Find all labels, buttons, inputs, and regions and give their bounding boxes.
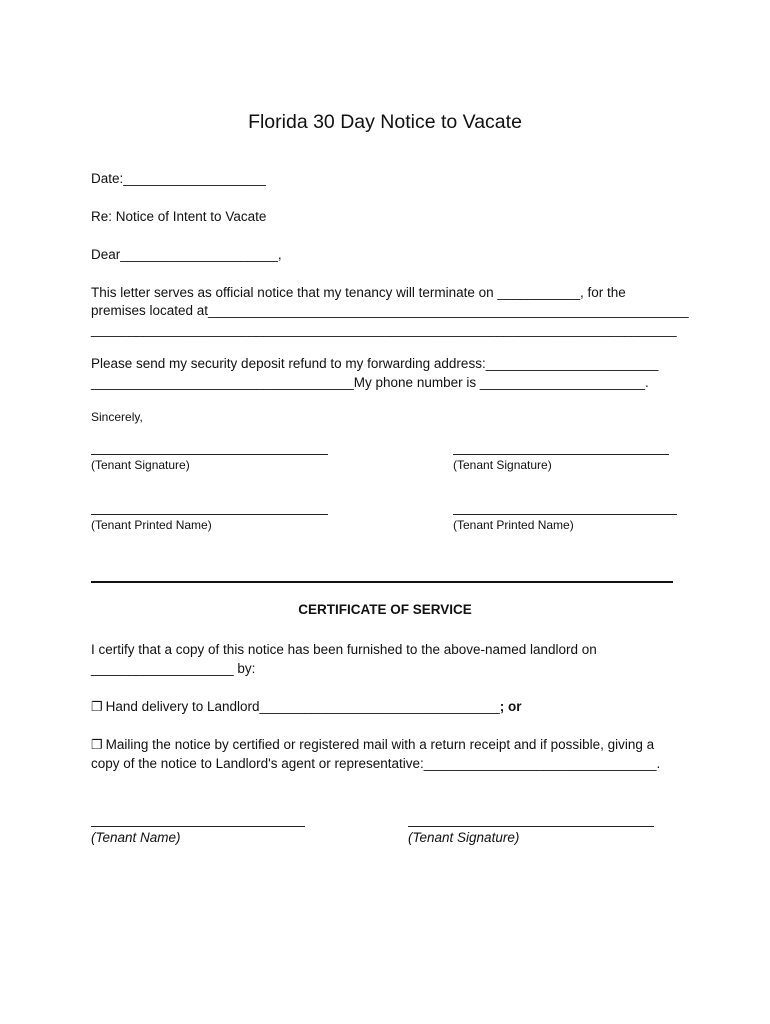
certify-line-2: ___________________ by: [91, 661, 256, 676]
mailing-text-line-1: Mailing the notice by certified or registered mail with a return receipt and if possible, giving a [105, 737, 655, 752]
notice-paragraph-line-1: This letter serves as official notice that my tenancy will terminate on ___________, for the [91, 285, 626, 300]
closing-text: Sincerely, [91, 410, 143, 424]
hand-delivery-text: Hand delivery to Landlord________________________________ [105, 699, 500, 714]
tenant-signature-line-left [91, 454, 328, 455]
notice-paragraph-line-2: premises located at________________________________________________________________ [91, 303, 689, 318]
tenant-printed-name-line-right [453, 514, 677, 515]
tenant-printed-name-label-left: (Tenant Printed Name) [91, 518, 212, 532]
checkbox-icon: ❐ [91, 699, 103, 714]
certify-line-1: I certify that a copy of this notice has been furnished to the above-named landlord on [91, 642, 597, 657]
re-line: Re: Notice of Intent to Vacate [91, 209, 267, 224]
tenant-name-label: (Tenant Name) [91, 830, 181, 845]
hand-delivery-or: ; or [499, 699, 522, 714]
tenant-name-line [91, 826, 305, 827]
deposit-paragraph-line-1: Please send my security deposit refund to my forwarding address:_______________________ [91, 356, 659, 371]
salutation-field: Dear_____________________, [91, 247, 282, 262]
tenant-printed-name-label-right: (Tenant Printed Name) [453, 518, 574, 532]
section-divider [91, 581, 673, 583]
tenant-printed-name-line-left [91, 514, 328, 515]
tenant-signature-label-bottom: (Tenant Signature) [408, 830, 520, 845]
tenant-signature-label-right: (Tenant Signature) [453, 458, 552, 472]
mailing-option-line-1 [91, 736, 654, 754]
tenant-signature-label-left: (Tenant Signature) [91, 458, 190, 472]
checkbox-icon: ❐ [91, 737, 103, 752]
tenant-signature-line-bottom [408, 826, 654, 827]
notice-paragraph-line-3: ______________________________________________________________________________ [91, 322, 677, 337]
document-title: Florida 30 Day Notice to Vacate [248, 111, 522, 133]
deposit-paragraph-line-2: ___________________________________My phone number is ______________________. [91, 375, 649, 390]
date-field: Date:___________________ [91, 171, 266, 186]
tenant-signature-line-right [453, 454, 669, 455]
certificate-heading: CERTIFICATE OF SERVICE [298, 602, 472, 617]
hand-delivery-option [91, 698, 522, 716]
mailing-option-line-2: copy of the notice to Landlord's agent or representative:_______________________________. [91, 756, 661, 771]
